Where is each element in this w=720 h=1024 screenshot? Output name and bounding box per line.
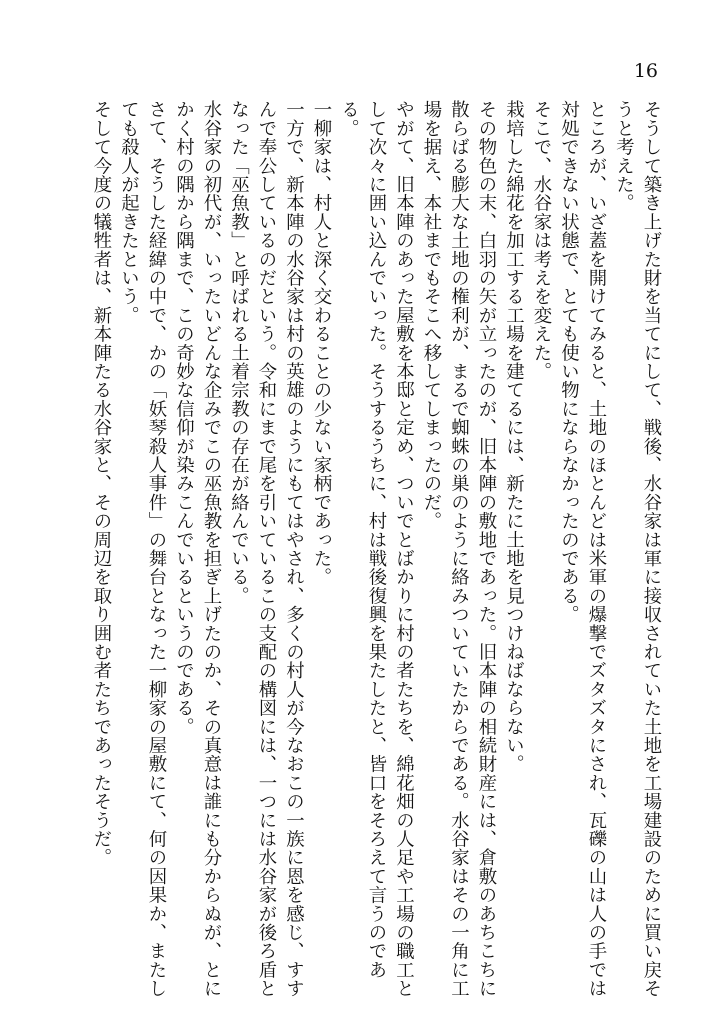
paragraph: その物色の末、白羽の矢が立ったのが、旧本陣の敷地であった。旧本陣の相続財産には、倉敷のあちこちに散らばる膨大な土地の権利が、まるで蜘蛛の巣のように絡みついていたからである。水谷家はその一角に工場を据え、本社までもそこへ移してしまったのだ。 <box>421 100 497 998</box>
paragraph: 一方で、新本陣の水谷家は村の英雄のようにもてはやされ、多くの村人が今なおこの一族に恩を感じ、すすんで奉公しているのだという。令和にまで尾を引いているこの支配の構図には、一つには水谷家が後ろ盾となった「巫魚教」と呼ばれる土着宗教の存在が絡んでいる。 <box>228 100 305 998</box>
paragraph: 栽培した綿花を加工する工場を建てるには、新たに土地を見つけねばならない。 <box>503 100 525 774</box>
paragraph: そして今度の犠牲者は、新本陣たる水谷家と、その周辺を取り囲む者たちであったそうだ。 <box>91 100 112 867</box>
page-number: 16 <box>633 60 658 82</box>
paragraph: さて、そうした経緯の中で、かの「妖琴殺人事件」の舞台となった一柳家の屋敷にて、何の因果か、またしても殺人が起きたという。 <box>118 100 167 998</box>
paragraph: そこで、水谷家は考えを変えた。 <box>531 100 552 381</box>
paragraph: 一柳家は、村人と深く交わることの少ない家柄であった。 <box>311 100 332 587</box>
body-text <box>45 100 665 1000</box>
paragraph: 水谷家の初代が、いったいどんな企みでこの巫魚教を担ぎ上げたのか、その真意は誰にも分からぬが、とにかく村の隅から隅まで、この奇妙な信仰が染みこんでいるというのである。 <box>173 100 222 998</box>
paragraph: そうして築き上げた財を当てにして、戦後、水谷家は軍に接収されていた土地を工場建設のために買い戻そうと考えた。 <box>613 100 662 998</box>
paragraph: ところが、いざ蓋を開けてみると、土地のほとんどは米軍の爆撃でズタズタにされ、瓦礫の山は人の手では対処できない状態で、とても使い物にならなかったのである。 <box>558 100 607 998</box>
paragraph: やがて、旧本陣のあった屋敷を本邸と定め、ついでとばかりに村の者たちを、綿花畑の人足や工場の職工として次々に囲い込んでいった。そうするうちに、村は戦後復興を果たしたと、皆口をそろえて言うのである。 <box>338 100 415 998</box>
